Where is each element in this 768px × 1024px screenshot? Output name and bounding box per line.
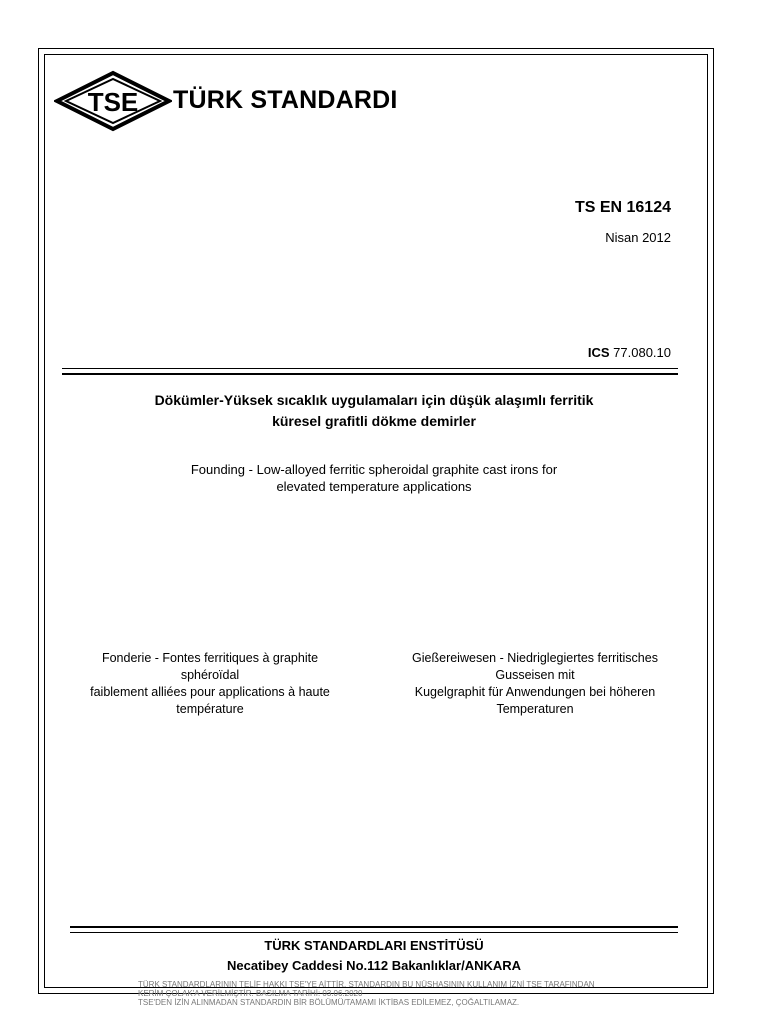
institute-block <box>70 936 678 976</box>
title-french <box>60 650 360 718</box>
title-german-line: Gusseisen mit <box>495 668 575 682</box>
institute-address: Necatibey Caddesi No.112 Bakanlıklar/ANKARA <box>226 958 522 973</box>
title-french-line: Fonderie - Fontes ferritiques à graphite <box>101 651 319 665</box>
tse-logo-text: TSE <box>87 87 139 117</box>
footer-divider-thick <box>70 926 678 928</box>
footer-divider-thin <box>70 932 678 933</box>
tse-logo <box>54 70 172 132</box>
title-french-line: sphéroïdal <box>180 668 240 682</box>
ics-classification <box>588 345 671 360</box>
copyright-line: TÜRK STANDARDLARININ TELİF HAKKI TSE'YE AİTTİR. STANDARDIN BU NÜSHASININ KULLANIM İZNİ TSE TARAFINDAN <box>138 980 595 989</box>
title-english-line: elevated temperature applications <box>276 479 472 494</box>
header-divider-thin <box>62 368 678 369</box>
standard-code: TS EN 16124 <box>574 199 671 216</box>
title-french-line: faiblement alliées pour applications à haute <box>90 685 330 699</box>
ics-value: 77.080.10 <box>613 345 671 360</box>
title-turkish <box>84 390 664 432</box>
title-turkish-line: Dökümler-Yüksek sıcaklık uygulamaları için düşük alaşımlı ferritik <box>154 392 594 408</box>
brand-title: TÜRK STANDARDI <box>173 86 398 114</box>
copyright-notice <box>138 980 595 1007</box>
page-border-inner <box>44 54 708 988</box>
copyright-line: KERİM ÇOLAK'A VERİLMİŞTİR. BASILMA TARİHİ: 03.06.2020 <box>138 989 363 998</box>
standard-date: Nisan 2012 <box>605 230 671 245</box>
title-french-line: température <box>176 702 244 716</box>
title-turkish-line: küresel grafitli dökme demirler <box>272 413 476 429</box>
header-divider-thick <box>62 373 678 375</box>
title-english-line: Founding - Low-alloyed ferritic spheroidal graphite cast irons for <box>190 462 558 477</box>
copyright-line: TSE'DEN İZİN ALINMADAN STANDARDIN BİR BÖLÜMÜ/TAMAMI İKTİBAS EDİLEMEZ, ÇOĞALTILAMAZ. <box>138 998 520 1007</box>
title-german-line: Temperaturen <box>496 702 574 716</box>
ics-label: ICS <box>587 345 610 360</box>
institute-name: TÜRK STANDARDLARI ENSTİTÜSÜ <box>264 938 484 953</box>
title-english <box>84 461 664 495</box>
title-german-line: Kugelgraphit für Anwendungen bei höheren <box>414 685 656 699</box>
title-german <box>385 650 685 718</box>
title-german-line: Gießereiwesen - Niedriglegiertes ferritisches <box>412 651 658 665</box>
